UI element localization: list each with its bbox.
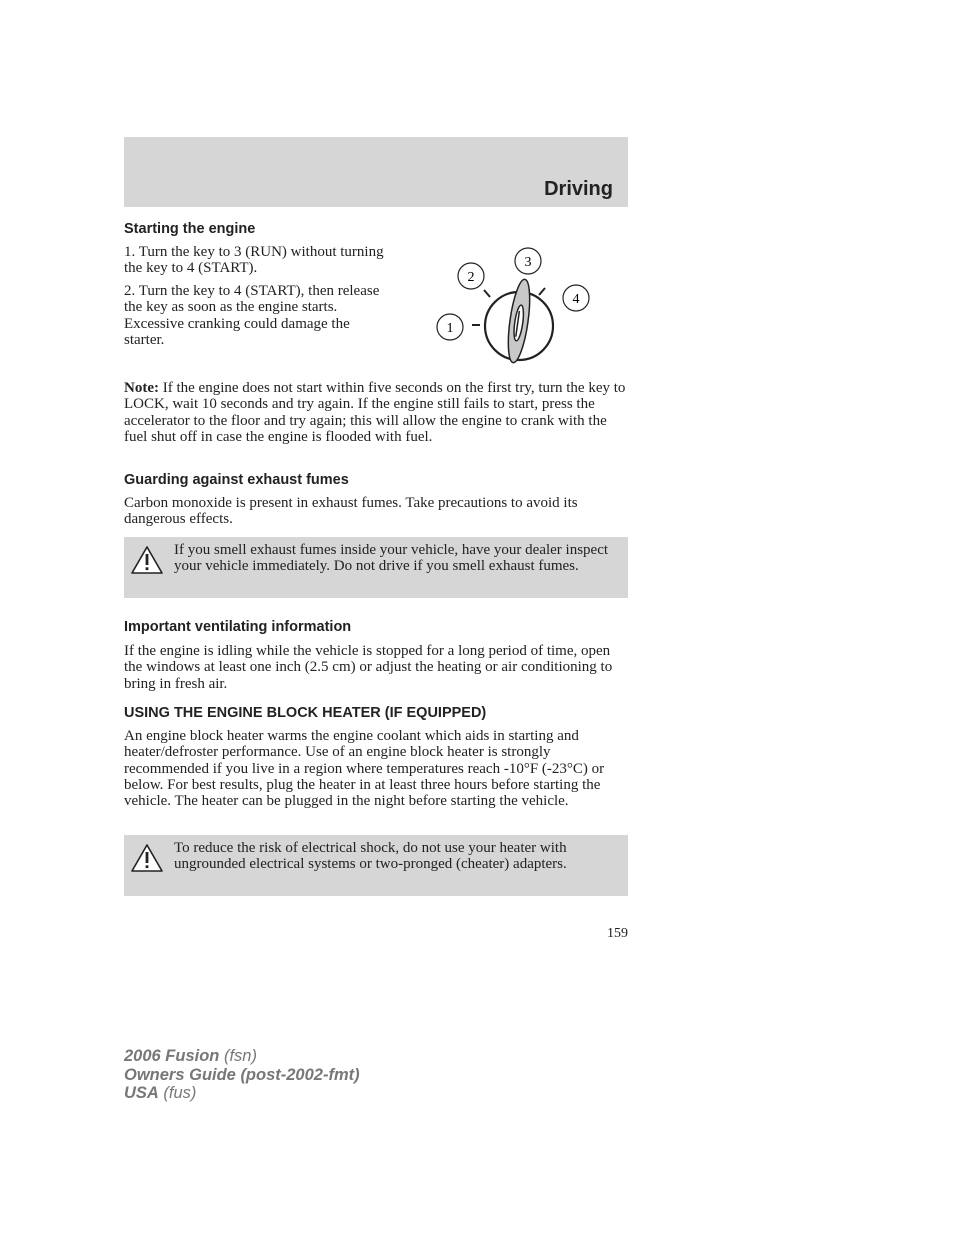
heading-block-heater: USING THE ENGINE BLOCK HEATER (IF EQUIPPED) xyxy=(124,705,487,721)
position-1-label: 1 xyxy=(446,321,454,336)
position-4-label: 4 xyxy=(572,292,580,307)
footer-market: USA xyxy=(124,1084,159,1102)
heading-ventilating: Important ventilating information xyxy=(124,619,352,635)
position-4-callout xyxy=(563,285,589,311)
step-1-text: 1. Turn the key to 3 (RUN) without turning the key to 4 (START). xyxy=(124,244,384,277)
step-2-text: 2. Turn the key to 4 (START), then release the key as soon as the engine starts. Excessive cranking could damage the starter. xyxy=(124,283,380,348)
page-number: 159 xyxy=(607,926,628,941)
footer-guide: Owners Guide (post-2002-fmt) xyxy=(124,1065,360,1084)
exhaust-warning-box xyxy=(124,537,628,598)
warning-triangle-icon xyxy=(130,843,164,873)
section-title: Driving xyxy=(544,178,613,200)
document-footer xyxy=(124,1047,360,1103)
position-3-callout xyxy=(515,248,541,274)
position-3-label: 3 xyxy=(524,255,532,270)
exhaust-warning-text: If you smell exhaust fumes inside your vehicle, have your dealer inspect your vehicle immediately. Do not drive if you smell exhaust fumes. xyxy=(174,542,609,575)
note-label: Note: xyxy=(124,380,159,396)
heading-starting-engine: Starting the engine xyxy=(124,221,256,237)
exhaust-body: Carbon monoxide is present in exhaust fumes. Take precautions to avoid its dangerous effects. xyxy=(124,495,578,528)
heading-exhaust-fumes: Guarding against exhaust fumes xyxy=(124,472,349,488)
block-heater-body: An engine block heater warms the engine coolant which aids in starting and heater/defroster performance. Use of an engine block heater is strongly recommended if you live in a region where temperatures reach -10°F (-23°C) or below. For best results, plug the heater in at least three hours before starting the vehicle. The heater can be plugged in the night before starting the vehicle. xyxy=(124,728,605,810)
footer-market-code: (fus) xyxy=(158,1084,197,1102)
position-2-callout xyxy=(458,263,484,289)
ventilating-body: If the engine is idling while the vehicle is stopped for a long period of time, open the windows at least one inch (2.5 cm) or adjust the heating or air conditioning to bring in fresh air. xyxy=(124,643,613,692)
warning-triangle-icon xyxy=(130,545,164,575)
note-text: If the engine does not start within five seconds on the first try, turn the key to LOCK, wait 10 seconds and try again. If the engine still fails to start, press the accelerator to the floor and try again; this will allow the engine to crank with the fuel shut off in case the engine is flooded with fuel. xyxy=(124,380,626,445)
electrical-warning-box xyxy=(124,835,628,896)
ignition-key-diagram xyxy=(432,245,598,370)
section-header-band xyxy=(124,137,628,207)
position-1-callout xyxy=(437,314,463,340)
footer-model: 2006 Fusion xyxy=(124,1047,220,1065)
position-2-label: 2 xyxy=(467,270,475,285)
footer-model-code: (fsn) xyxy=(219,1047,257,1065)
note-paragraph xyxy=(124,380,628,445)
electrical-warning-text: To reduce the risk of electrical shock, do not use your heater with ungrounded electrical systems or two-pronged (cheater) adapters. xyxy=(174,840,567,873)
